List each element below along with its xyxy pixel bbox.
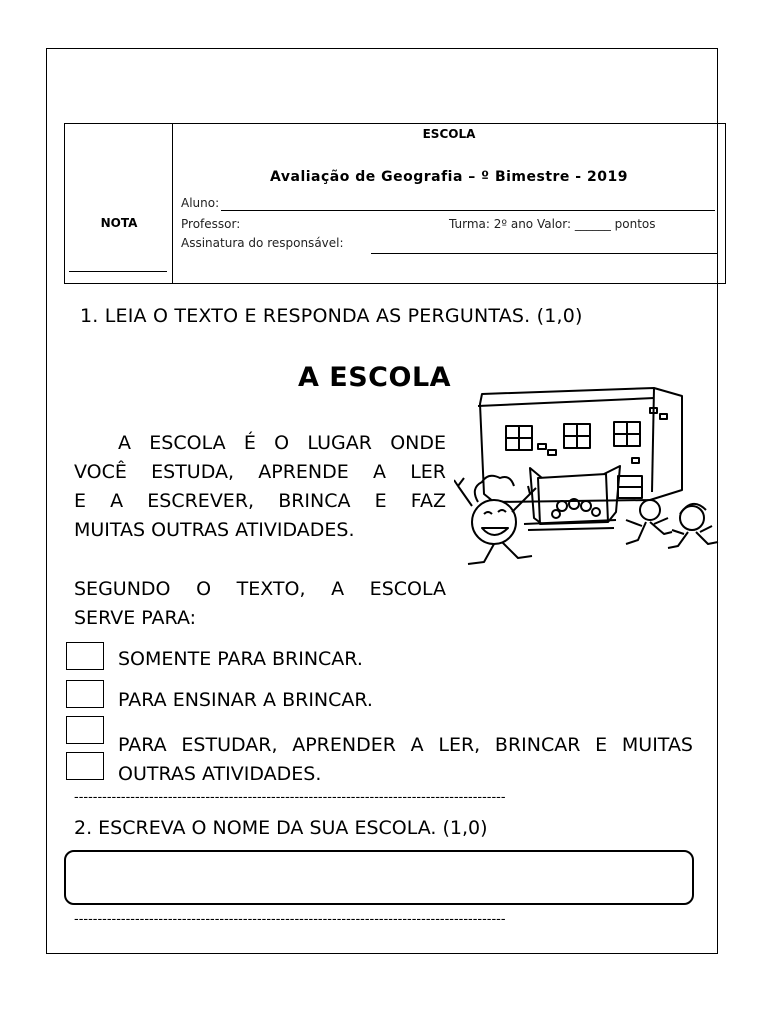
separator-line: -------------------------------------------------------------------------------------------- (74, 790, 506, 805)
assinatura-label: Assinatura do responsável: (181, 236, 344, 250)
professor-label: Professor: (181, 217, 241, 231)
school-kids-illustration-icon (454, 382, 720, 568)
nota-cell (65, 124, 173, 283)
option-1-checkbox[interactable] (66, 642, 104, 670)
question-2-prompt: 2. ESCREVA O NOME DA SUA ESCOLA. (1,0) (74, 817, 488, 839)
option-3-checkbox[interactable] (66, 716, 104, 744)
separator-line-bottom: -------------------------------------------------------------------------------------------- (74, 912, 506, 927)
text-line: E A ESCREVER, BRINCA E FAZ (74, 490, 446, 512)
school-heading: ESCOLA (422, 127, 476, 141)
option-3-label: PARA ESTUDAR, APRENDER A LER, BRINCAR E MUITAS OUTRAS ATIVIDADES. (118, 734, 693, 785)
nota-label: NOTA (100, 216, 138, 230)
question-line: SEGUNDO O TEXTO, A ESCOLA (74, 578, 446, 600)
text-line: A ESCOLA É O LUGAR ONDE (118, 432, 446, 454)
text-title: A ESCOLA (298, 362, 452, 393)
school-name-answer-box[interactable] (64, 850, 694, 905)
text-line: MUITAS OUTRAS ATIVIDADES. (74, 519, 355, 541)
reading-text (74, 429, 446, 545)
question-line: SERVE PARA: (74, 607, 197, 629)
assinatura-line[interactable] (371, 253, 717, 254)
option-2-label: PARA ENSINAR A BRINCAR. (118, 689, 373, 711)
question-text (74, 575, 446, 633)
exam-title: Avaliação de Geografia – º Bimestre - 2019 (270, 169, 628, 185)
option-3-checkbox-b[interactable] (66, 752, 104, 780)
option-1-label: SOMENTE PARA BRINCAR. (118, 648, 363, 670)
nota-line (69, 271, 167, 272)
option-2-checkbox[interactable] (66, 680, 104, 708)
turma-label: Turma: 2º ano Valor: ______ pontos (449, 217, 656, 231)
header-table (64, 123, 726, 284)
aluno-label: Aluno: (181, 196, 220, 210)
question-1-prompt: 1. LEIA O TEXTO E RESPONDA AS PERGUNTAS. (1,0) (80, 305, 583, 327)
aluno-line[interactable] (221, 210, 715, 211)
text-line: VOCÊ ESTUDA, APRENDE A LER (74, 461, 446, 483)
